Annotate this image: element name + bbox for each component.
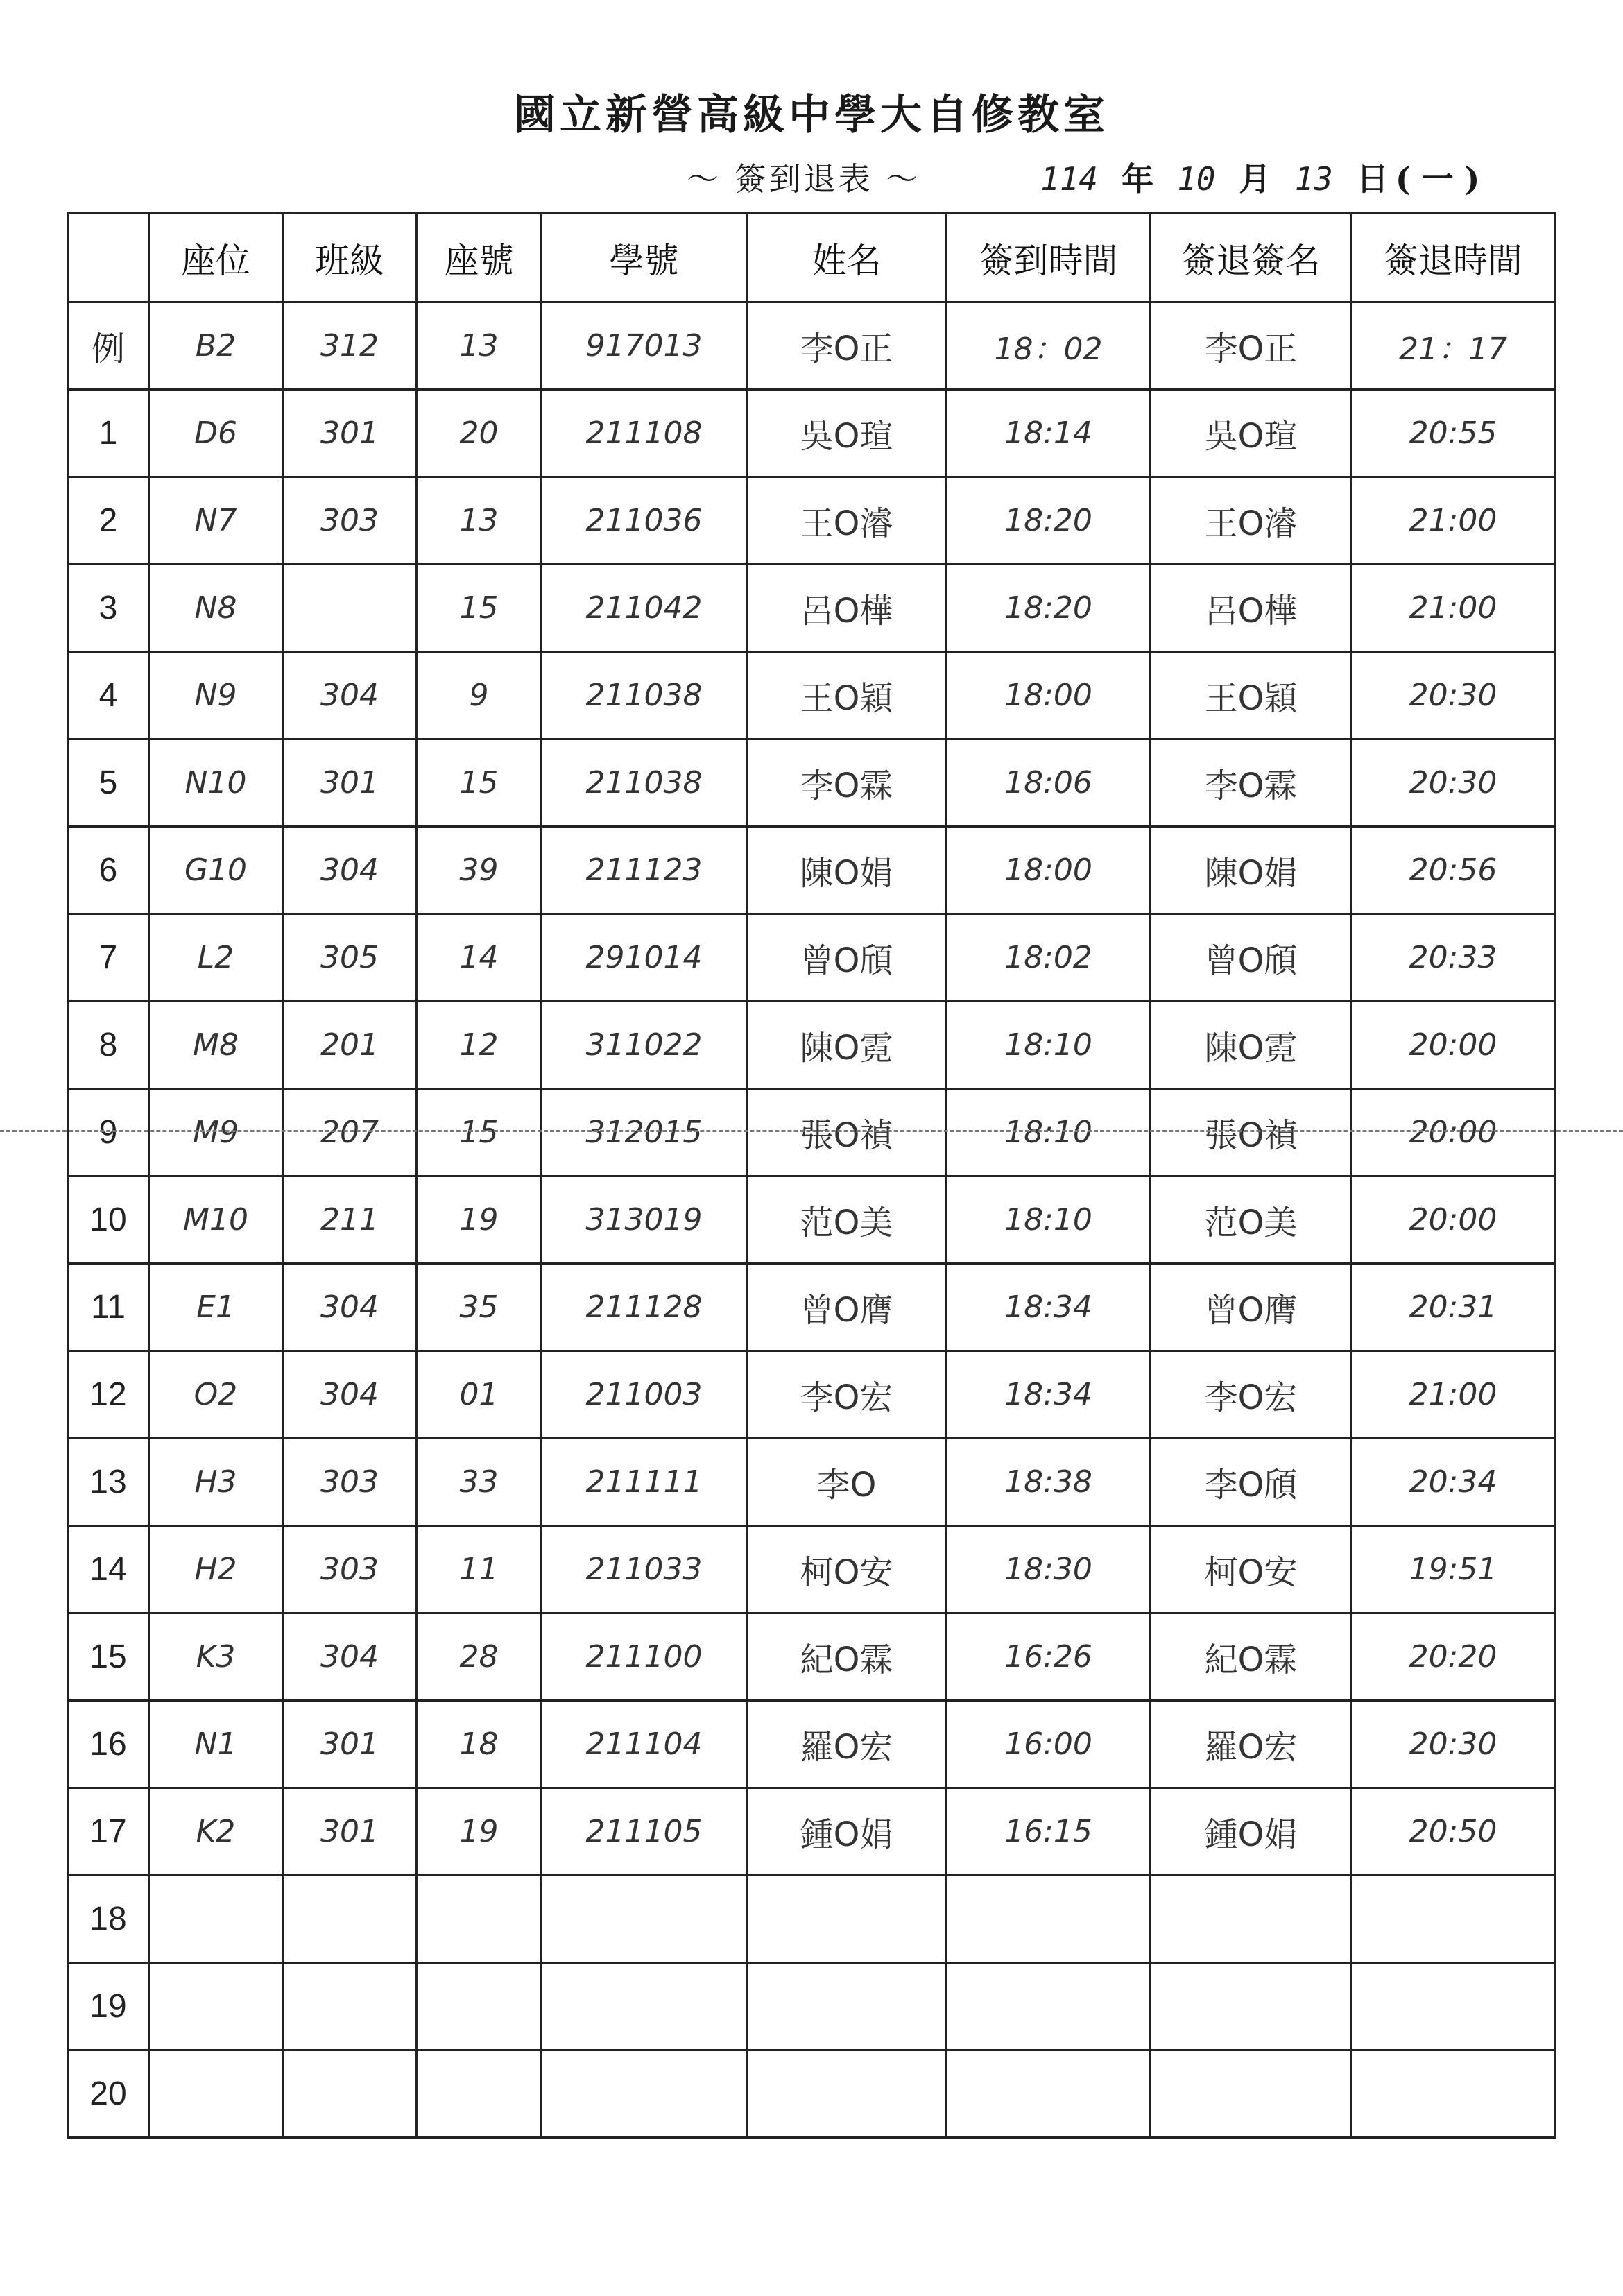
table-row bbox=[68, 1963, 1555, 2050]
row-number: 1 bbox=[68, 390, 149, 477]
seat-cell: K2 bbox=[149, 1788, 283, 1876]
table-row bbox=[68, 914, 1555, 1002]
class-cell: 303 bbox=[283, 1526, 417, 1613]
signin-time-cell: 18:20 bbox=[947, 565, 1151, 652]
seat-number-cell: 15 bbox=[417, 739, 542, 827]
signout-signature-cell: 紀O霖 bbox=[1151, 1613, 1352, 1701]
seat-number-cell: 35 bbox=[417, 1264, 542, 1351]
signout-time-cell bbox=[1352, 2050, 1555, 2138]
date-day: 13 bbox=[1294, 160, 1333, 198]
seat-cell: D6 bbox=[149, 390, 283, 477]
signout-signature-cell: 范O美 bbox=[1151, 1176, 1352, 1264]
seat-cell: N8 bbox=[149, 565, 283, 652]
name-cell: 王O濬 bbox=[747, 477, 947, 565]
signin-time-cell bbox=[947, 1963, 1151, 2050]
signout-time-cell: 20:30 bbox=[1352, 1701, 1555, 1788]
student-id-cell: 211038 bbox=[542, 739, 747, 827]
name-cell: 張O禎 bbox=[747, 1089, 947, 1176]
row-number: 4 bbox=[68, 652, 149, 739]
name-cell: 李O bbox=[747, 1439, 947, 1526]
seat-number-cell: 13 bbox=[417, 302, 542, 390]
signout-signature-cell: 柯O安 bbox=[1151, 1526, 1352, 1613]
row-number: 14 bbox=[68, 1526, 149, 1613]
table-row bbox=[68, 1439, 1555, 1526]
student-id-cell: 312015 bbox=[542, 1089, 747, 1176]
signout-time-cell: 20:33 bbox=[1352, 914, 1555, 1002]
row-number: 16 bbox=[68, 1701, 149, 1788]
seat-cell: N7 bbox=[149, 477, 283, 565]
seat-cell: M8 bbox=[149, 1002, 283, 1089]
name-cell: 李O霖 bbox=[747, 739, 947, 827]
table-row bbox=[68, 1176, 1555, 1264]
class-cell bbox=[283, 565, 417, 652]
student-id-cell: 211111 bbox=[542, 1439, 747, 1526]
signout-signature-cell: 呂O樺 bbox=[1151, 565, 1352, 652]
column-header: 簽到時間 bbox=[947, 214, 1151, 302]
signout-time-cell: 20:00 bbox=[1352, 1002, 1555, 1089]
signin-time-cell: 16:15 bbox=[947, 1788, 1151, 1876]
name-cell: 呂O樺 bbox=[747, 565, 947, 652]
signin-time-cell: 18:38 bbox=[947, 1439, 1151, 1526]
column-header: 姓名 bbox=[747, 214, 947, 302]
column-header bbox=[68, 214, 149, 302]
seat-number-cell bbox=[417, 2050, 542, 2138]
sheet-subtitle: ～ 簽到退表 ～ bbox=[687, 160, 921, 198]
class-cell: 301 bbox=[283, 1701, 417, 1788]
seat-cell: N10 bbox=[149, 739, 283, 827]
table-row bbox=[68, 2050, 1555, 2138]
student-id-cell bbox=[542, 2050, 747, 2138]
signout-time-cell bbox=[1352, 1876, 1555, 1963]
table-row bbox=[68, 1876, 1555, 1963]
signin-time-cell: 18:00 bbox=[947, 827, 1151, 914]
signin-time-cell: 18:34 bbox=[947, 1264, 1151, 1351]
class-cell: 312 bbox=[283, 302, 417, 390]
table-row bbox=[68, 827, 1555, 914]
class-cell: 207 bbox=[283, 1089, 417, 1176]
student-id-cell: 291014 bbox=[542, 914, 747, 1002]
seat-cell: O2 bbox=[149, 1351, 283, 1439]
date-line bbox=[1040, 154, 1479, 200]
seat-number-cell: 13 bbox=[417, 477, 542, 565]
row-number: 13 bbox=[68, 1439, 149, 1526]
student-id-cell: 211100 bbox=[542, 1613, 747, 1701]
signout-signature-cell: 吳O瑄 bbox=[1151, 390, 1352, 477]
seat-cell: H3 bbox=[149, 1439, 283, 1526]
table-row bbox=[68, 1002, 1555, 1089]
signin-time-cell: 18：02 bbox=[947, 302, 1151, 390]
signout-time-cell: 20:34 bbox=[1352, 1439, 1555, 1526]
seat-number-cell: 12 bbox=[417, 1002, 542, 1089]
signout-time-cell: 20:00 bbox=[1352, 1176, 1555, 1264]
signout-signature-cell: 李O霖 bbox=[1151, 739, 1352, 827]
student-id-cell: 211108 bbox=[542, 390, 747, 477]
column-header: 簽退簽名 bbox=[1151, 214, 1352, 302]
seat-cell: H2 bbox=[149, 1526, 283, 1613]
class-cell: 304 bbox=[283, 652, 417, 739]
seat-cell: E1 bbox=[149, 1264, 283, 1351]
seat-cell: L2 bbox=[149, 914, 283, 1002]
year-label: 年 bbox=[1122, 160, 1154, 198]
student-id-cell: 211104 bbox=[542, 1701, 747, 1788]
seat-number-cell: 39 bbox=[417, 827, 542, 914]
column-header: 學號 bbox=[542, 214, 747, 302]
column-header: 簽退時間 bbox=[1352, 214, 1555, 302]
signin-time-cell: 18:00 bbox=[947, 652, 1151, 739]
table-header-row bbox=[68, 214, 1555, 302]
student-id-cell: 211042 bbox=[542, 565, 747, 652]
month-label: 月 bbox=[1239, 160, 1271, 198]
seat-number-cell bbox=[417, 1876, 542, 1963]
seat-number-cell: 19 bbox=[417, 1788, 542, 1876]
name-cell: 范O美 bbox=[747, 1176, 947, 1264]
student-id-cell: 211105 bbox=[542, 1788, 747, 1876]
signout-signature-cell bbox=[1151, 1876, 1352, 1963]
class-cell: 304 bbox=[283, 827, 417, 914]
seat-cell: M10 bbox=[149, 1176, 283, 1264]
signin-time-cell: 16:26 bbox=[947, 1613, 1151, 1701]
row-number: 5 bbox=[68, 739, 149, 827]
table-row bbox=[68, 1526, 1555, 1613]
class-cell: 305 bbox=[283, 914, 417, 1002]
row-number: 12 bbox=[68, 1351, 149, 1439]
signin-time-cell: 18:02 bbox=[947, 914, 1151, 1002]
student-id-cell: 917013 bbox=[542, 302, 747, 390]
signout-time-cell: 20:31 bbox=[1352, 1264, 1555, 1351]
signout-time-cell: 20:56 bbox=[1352, 827, 1555, 914]
seat-number-cell: 28 bbox=[417, 1613, 542, 1701]
table-row bbox=[68, 1613, 1555, 1701]
row-number: 7 bbox=[68, 914, 149, 1002]
signout-time-cell: 21:00 bbox=[1352, 477, 1555, 565]
signin-time-cell: 18:30 bbox=[947, 1526, 1151, 1613]
class-cell: 301 bbox=[283, 390, 417, 477]
signout-time-cell bbox=[1352, 1963, 1555, 2050]
fold-line bbox=[0, 1130, 1623, 1132]
class-cell: 303 bbox=[283, 1439, 417, 1526]
seat-cell bbox=[149, 2050, 283, 2138]
name-cell: 曾O膺 bbox=[747, 1264, 947, 1351]
seat-number-cell: 15 bbox=[417, 565, 542, 652]
seat-number-cell: 33 bbox=[417, 1439, 542, 1526]
column-header: 座號 bbox=[417, 214, 542, 302]
date-weekday: ( 一 ) bbox=[1395, 160, 1480, 198]
table-row bbox=[68, 739, 1555, 827]
name-cell bbox=[747, 1876, 947, 1963]
student-id-cell bbox=[542, 1876, 747, 1963]
signin-time-cell: 16:00 bbox=[947, 1701, 1151, 1788]
signout-signature-cell: 張O禎 bbox=[1151, 1089, 1352, 1176]
name-cell: 紀O霖 bbox=[747, 1613, 947, 1701]
student-id-cell: 211003 bbox=[542, 1351, 747, 1439]
signout-signature-cell: 陳O霓 bbox=[1151, 1002, 1352, 1089]
class-cell bbox=[283, 2050, 417, 2138]
signout-time-cell: 20:30 bbox=[1352, 739, 1555, 827]
seat-number-cell: 20 bbox=[417, 390, 542, 477]
row-number: 3 bbox=[68, 565, 149, 652]
signout-signature-cell: 鍾O娟 bbox=[1151, 1788, 1352, 1876]
seat-cell: N9 bbox=[149, 652, 283, 739]
signout-time-cell: 19:51 bbox=[1352, 1526, 1555, 1613]
class-cell: 304 bbox=[283, 1613, 417, 1701]
row-number: 11 bbox=[68, 1264, 149, 1351]
class-cell: 303 bbox=[283, 477, 417, 565]
name-cell: 柯O安 bbox=[747, 1526, 947, 1613]
seat-number-cell: 18 bbox=[417, 1701, 542, 1788]
table-row bbox=[68, 390, 1555, 477]
seat-number-cell bbox=[417, 1963, 542, 2050]
table-row bbox=[68, 1351, 1555, 1439]
student-id-cell: 311022 bbox=[542, 1002, 747, 1089]
signout-signature-cell: 王O穎 bbox=[1151, 652, 1352, 739]
table-row bbox=[68, 477, 1555, 565]
column-header: 座位 bbox=[149, 214, 283, 302]
day-label: 日 bbox=[1356, 160, 1389, 198]
signout-time-cell: 20:30 bbox=[1352, 652, 1555, 739]
name-cell: 李O宏 bbox=[747, 1351, 947, 1439]
seat-number-cell: 01 bbox=[417, 1351, 542, 1439]
signin-time-cell: 18:34 bbox=[947, 1351, 1151, 1439]
signout-signature-cell: 曾O頎 bbox=[1151, 914, 1352, 1002]
signout-signature-cell: 李O正 bbox=[1151, 302, 1352, 390]
sheet-title: 國立新營高級中學大自修教室 bbox=[514, 91, 1109, 139]
row-number: 8 bbox=[68, 1002, 149, 1089]
name-cell bbox=[747, 2050, 947, 2138]
signin-time-cell bbox=[947, 2050, 1151, 2138]
signout-signature-cell: 陳O娟 bbox=[1151, 827, 1352, 914]
row-number: 17 bbox=[68, 1788, 149, 1876]
name-cell: 吳O瑄 bbox=[747, 390, 947, 477]
seat-cell: M9 bbox=[149, 1089, 283, 1176]
row-number: 15 bbox=[68, 1613, 149, 1701]
student-id-cell: 211128 bbox=[542, 1264, 747, 1351]
class-cell bbox=[283, 1876, 417, 1963]
signout-signature-cell: 王O濬 bbox=[1151, 477, 1352, 565]
row-number: 例 bbox=[68, 302, 149, 390]
class-cell: 201 bbox=[283, 1002, 417, 1089]
signout-time-cell: 20:00 bbox=[1352, 1089, 1555, 1176]
row-number: 20 bbox=[68, 2050, 149, 2138]
class-cell: 301 bbox=[283, 1788, 417, 1876]
signout-time-cell: 21:00 bbox=[1352, 565, 1555, 652]
signout-signature-cell: 李O頎 bbox=[1151, 1439, 1352, 1526]
signin-time-cell: 18:14 bbox=[947, 390, 1151, 477]
table-row bbox=[68, 1788, 1555, 1876]
table-row bbox=[68, 1089, 1555, 1176]
signout-time-cell: 21:00 bbox=[1352, 1351, 1555, 1439]
name-cell: 陳O娟 bbox=[747, 827, 947, 914]
student-id-cell bbox=[542, 1963, 747, 2050]
signout-signature-cell: 李O宏 bbox=[1151, 1351, 1352, 1439]
name-cell: 李O正 bbox=[747, 302, 947, 390]
table-row bbox=[68, 302, 1555, 390]
seat-number-cell: 19 bbox=[417, 1176, 542, 1264]
signin-table bbox=[67, 212, 1556, 2139]
date-year: 114 bbox=[1040, 160, 1099, 198]
class-cell bbox=[283, 1963, 417, 2050]
seat-cell: B2 bbox=[149, 302, 283, 390]
signout-signature-cell: 曾O膺 bbox=[1151, 1264, 1352, 1351]
seat-cell bbox=[149, 1963, 283, 2050]
signout-time-cell: 21：17 bbox=[1352, 302, 1555, 390]
class-cell: 211 bbox=[283, 1176, 417, 1264]
seat-number-cell: 15 bbox=[417, 1089, 542, 1176]
seat-number-cell: 11 bbox=[417, 1526, 542, 1613]
signout-signature-cell: 羅O宏 bbox=[1151, 1701, 1352, 1788]
table-row bbox=[68, 565, 1555, 652]
class-cell: 304 bbox=[283, 1264, 417, 1351]
class-cell: 301 bbox=[283, 739, 417, 827]
signout-signature-cell bbox=[1151, 2050, 1352, 2138]
seat-number-cell: 9 bbox=[417, 652, 542, 739]
seat-number-cell: 14 bbox=[417, 914, 542, 1002]
signin-time-cell: 18:20 bbox=[947, 477, 1151, 565]
row-number: 10 bbox=[68, 1176, 149, 1264]
signout-time-cell: 20:20 bbox=[1352, 1613, 1555, 1701]
seat-cell: K3 bbox=[149, 1613, 283, 1701]
class-cell: 304 bbox=[283, 1351, 417, 1439]
name-cell: 曾O頎 bbox=[747, 914, 947, 1002]
row-number: 19 bbox=[68, 1963, 149, 2050]
signin-time-cell: 18:10 bbox=[947, 1176, 1151, 1264]
signin-time-cell: 18:06 bbox=[947, 739, 1151, 827]
row-number: 6 bbox=[68, 827, 149, 914]
student-id-cell: 211123 bbox=[542, 827, 747, 914]
student-id-cell: 211038 bbox=[542, 652, 747, 739]
student-id-cell: 211033 bbox=[542, 1526, 747, 1613]
seat-cell: G10 bbox=[149, 827, 283, 914]
signout-signature-cell bbox=[1151, 1963, 1352, 2050]
table-row bbox=[68, 652, 1555, 739]
table-row bbox=[68, 1264, 1555, 1351]
name-cell bbox=[747, 1963, 947, 2050]
student-id-cell: 211036 bbox=[542, 477, 747, 565]
date-month: 10 bbox=[1177, 160, 1216, 198]
name-cell: 鍾O娟 bbox=[747, 1788, 947, 1876]
signin-time-cell: 18:10 bbox=[947, 1089, 1151, 1176]
name-cell: 王O穎 bbox=[747, 652, 947, 739]
name-cell: 陳O霓 bbox=[747, 1002, 947, 1089]
seat-cell bbox=[149, 1876, 283, 1963]
signout-time-cell: 20:55 bbox=[1352, 390, 1555, 477]
seat-cell: N1 bbox=[149, 1701, 283, 1788]
signin-time-cell: 18:10 bbox=[947, 1002, 1151, 1089]
row-number: 18 bbox=[68, 1876, 149, 1963]
row-number: 9 bbox=[68, 1089, 149, 1176]
row-number: 2 bbox=[68, 477, 149, 565]
name-cell: 羅O宏 bbox=[747, 1701, 947, 1788]
column-header: 班級 bbox=[283, 214, 417, 302]
signin-time-cell bbox=[947, 1876, 1151, 1963]
table-row bbox=[68, 1701, 1555, 1788]
signout-time-cell: 20:50 bbox=[1352, 1788, 1555, 1876]
student-id-cell: 313019 bbox=[542, 1176, 747, 1264]
